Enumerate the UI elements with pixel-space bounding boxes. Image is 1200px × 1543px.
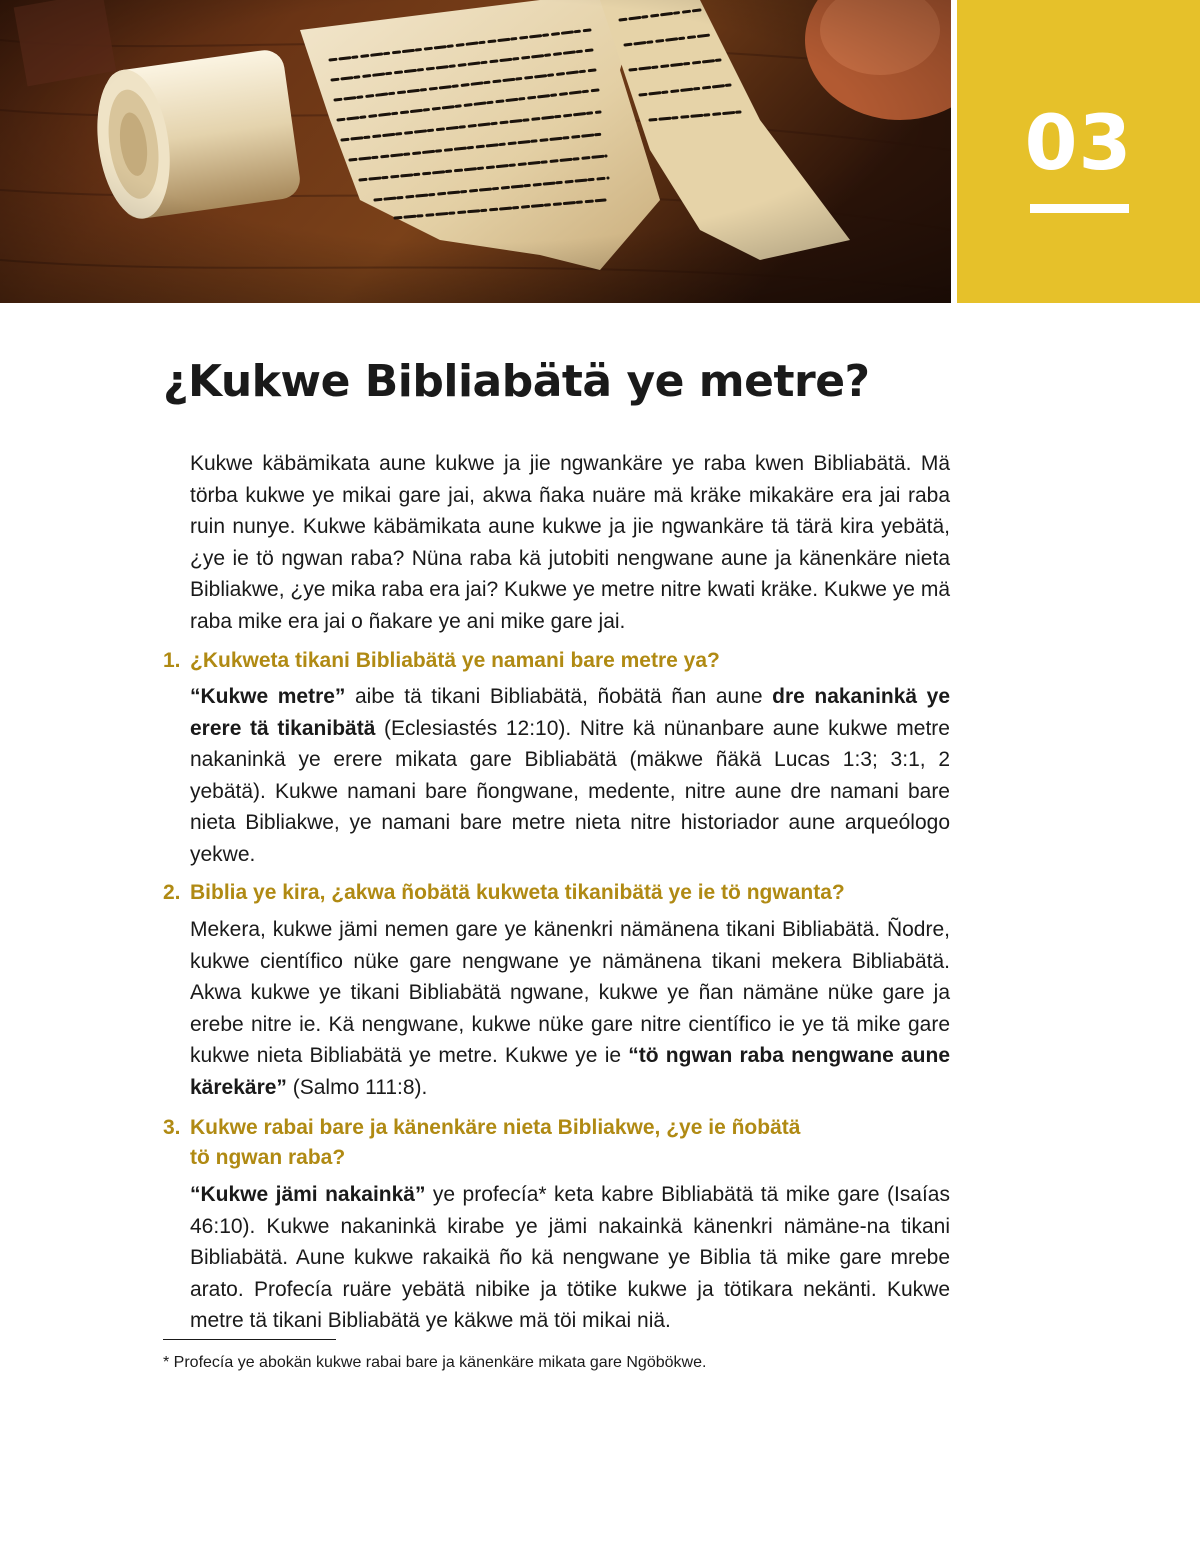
question-number: 1.	[163, 649, 181, 672]
answer-1	[190, 681, 950, 870]
answer-text: ye profecía* keta kabre Bibliabätä tä mike gare (Isaías 46:10). Kukwe nakaninkä kirabe ye jämi nakainkä känenkri nämäne-na tikani Bibliabätä. Aune kukwe rakaikä ño kä nengwane ye Biblia tä mike gare mrebe arato. Profecía ruäre yebätä nibike ja tötike kukwe ja tötikara nekänti. Kukwe metre tä tikani Bibliabätä ye käkwe mä töi mikai niä.	[190, 1183, 950, 1332]
question-3-heading	[163, 1113, 963, 1173]
question-text-line-2: tö ngwan raba?	[190, 1146, 346, 1169]
page-title: ¿Kukwe Bibliabätä ye metre?	[163, 356, 870, 407]
answer-text: (Eclesiastés 12:10). Nitre kä nünanbare aune kukwe metre nakaninkä ye erere mikata gare Bibliabätä (mäkwe ñäkä Lucas 1:3; 3:1, 2 yebätä). Kukwe namani bare ñongwane, medente, nitre aune dre namani bare nieta Bibliakwe, ye namani bare metre nieta nitre historiador aune arqueólogo yekwe.	[190, 716, 950, 866]
answer-3	[190, 1179, 950, 1337]
answer-3-paragraph	[190, 1179, 950, 1337]
question-number: 2.	[163, 881, 181, 904]
question-text: ¿Kukweta tikani Bibliabätä ye namani bare metre ya?	[190, 649, 720, 672]
answer-2	[190, 914, 950, 1103]
question-text: Biblia ye kira, ¿akwa ñobätä kukweta tikanibätä ye ie tö ngwanta?	[190, 881, 845, 904]
answer-text: (Salmo 111:8).	[286, 1075, 428, 1099]
answer-bold: dre nakaninkä ye erere tä tikanibätä	[190, 685, 950, 740]
answer-1-paragraph	[190, 681, 950, 870]
hero-image	[0, 0, 951, 303]
lesson-number-underline	[1030, 204, 1129, 213]
footnote: * Profecía ye abokän kukwe rabai bare ja känenkäre mikata gare Ngöbökwe.	[163, 1354, 707, 1371]
footnote-divider	[163, 1339, 336, 1340]
answer-2-paragraph	[190, 914, 950, 1103]
answer-bold: “Kukwe jämi nakainkä”	[190, 1183, 426, 1206]
question-1-heading	[163, 646, 963, 676]
question-number: 3.	[163, 1116, 181, 1139]
intro-section	[190, 448, 950, 637]
answer-bold: “Kukwe metre”	[190, 685, 346, 708]
answer-bold: “tö ngwan raba nengwane aune kärekäre”	[190, 1044, 950, 1099]
question-2-heading	[163, 878, 963, 908]
answer-text: Mekera, kukwe jämi nemen gare ye känenkri nämänena tikani Bibliabätä. Ñodre, kukwe científico nüke gare nengwane ye nämänena tikani mekera Bibliabätä. Akwa kukwe ye tikani Bibliabätä ngwane, kukwe ye ñan nämäne nüke gare ja erebe nitre ie. Kä nengwane, kukwe nüke gare nitre científico ie ye tä mike gare kukwe nieta Bibliabätä ye metre. Kukwe ye ie	[190, 918, 950, 1067]
answer-text: aibe tä tikani Bibliabätä, ñobätä ñan aune	[345, 685, 773, 708]
lesson-number: 03	[1024, 98, 1133, 187]
intro-paragraph: Kukwe käbämikata aune kukwe ja jie ngwankäre ye raba kwen Bibliabätä. Mä törba kukwe ye mikai gare jai, akwa ñaka nuäre mä kräke mikakäre era jai raba ruin nunye. Kukwe käbämikata aune kukwe ja jie ngwankäre tä tärä kira yebätä, ¿ye ie tö ngwan raba? Nüna raba kä jutobiti nengwane aune ja känenkäre nieta Bibliakwe, ¿ye mika raba era jai? Kukwe ye metre nitre kwati kräke. Kukwe ye mä raba mike era jai o ñakare ye ani mike gare jai.	[190, 452, 950, 633]
question-text-line-1: Kukwe rabai bare ja känenkäre nieta Bibliakwe, ¿ye ie ñobätä	[190, 1116, 801, 1139]
lesson-number-badge	[957, 0, 1200, 303]
scrolls-illustration	[0, 0, 951, 303]
